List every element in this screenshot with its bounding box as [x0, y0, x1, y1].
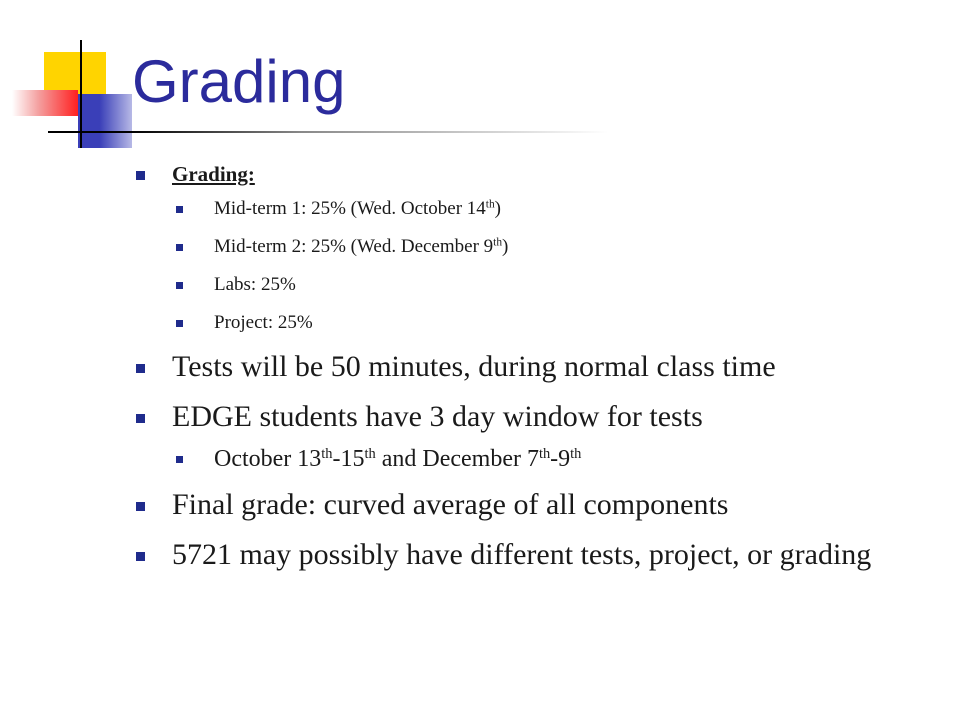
edge-p4: -9 [550, 446, 571, 472]
bullet-list [132, 160, 922, 574]
midterm2-sup: th [493, 236, 503, 249]
square-bullet-icon [136, 364, 145, 373]
square-bullet-icon [176, 320, 183, 327]
bullet-edge [132, 398, 922, 474]
square-bullet-icon [176, 456, 183, 463]
edge-p3: and December 7 [375, 446, 539, 472]
edge-window-item [172, 444, 922, 474]
decor-horizontal-line [48, 131, 608, 133]
course-5721-text: 5721 may possibly have different tests, project, or grading [172, 538, 872, 571]
bullet-final-grade [132, 486, 922, 524]
slide-body [132, 160, 922, 586]
decor-red-bar [12, 90, 78, 116]
midterm1-sup: th [485, 198, 495, 211]
edge-p1: October 13 [214, 446, 322, 472]
tests-text: Tests will be 50 minutes, during normal class time [172, 350, 776, 383]
edge-s4: th [570, 446, 582, 463]
final-grade-text: Final grade: curved average of all components [172, 488, 729, 521]
grading-item-midterm1 [172, 196, 922, 222]
slide-title: Grading [132, 48, 346, 115]
grading-item-midterm2 [172, 234, 922, 260]
grading-label: Grading: [172, 162, 255, 186]
edge-p2: -15 [332, 446, 365, 472]
square-bullet-icon [136, 171, 145, 180]
grading-item-labs [172, 272, 922, 298]
bullet-5721 [132, 536, 922, 574]
edge-s2: th [364, 446, 376, 463]
midterm1-text: Mid-term 1: 25% (Wed. October 14 [214, 198, 486, 219]
bullet-tests [132, 348, 922, 386]
square-bullet-icon [176, 206, 183, 213]
midterm2-text: Mid-term 2: 25% (Wed. December 9 [214, 236, 494, 257]
decor-blue-square [78, 94, 132, 148]
square-bullet-icon [136, 552, 145, 561]
edge-s3: th [538, 446, 551, 463]
square-bullet-icon [176, 282, 183, 289]
midterm1-close: ) [494, 198, 501, 219]
grading-sublist [172, 196, 922, 336]
labs-text: Labs: 25% [214, 274, 296, 295]
midterm2-close: ) [502, 236, 509, 257]
edge-sublist [172, 444, 922, 474]
square-bullet-icon [136, 414, 145, 423]
edge-text: EDGE students have 3 day window for tests [172, 400, 703, 433]
square-bullet-icon [136, 502, 145, 511]
grading-item-project [172, 310, 922, 336]
edge-s1: th [321, 446, 333, 463]
square-bullet-icon [176, 244, 183, 251]
project-text: Project: 25% [214, 312, 313, 333]
bullet-grading [132, 160, 922, 336]
